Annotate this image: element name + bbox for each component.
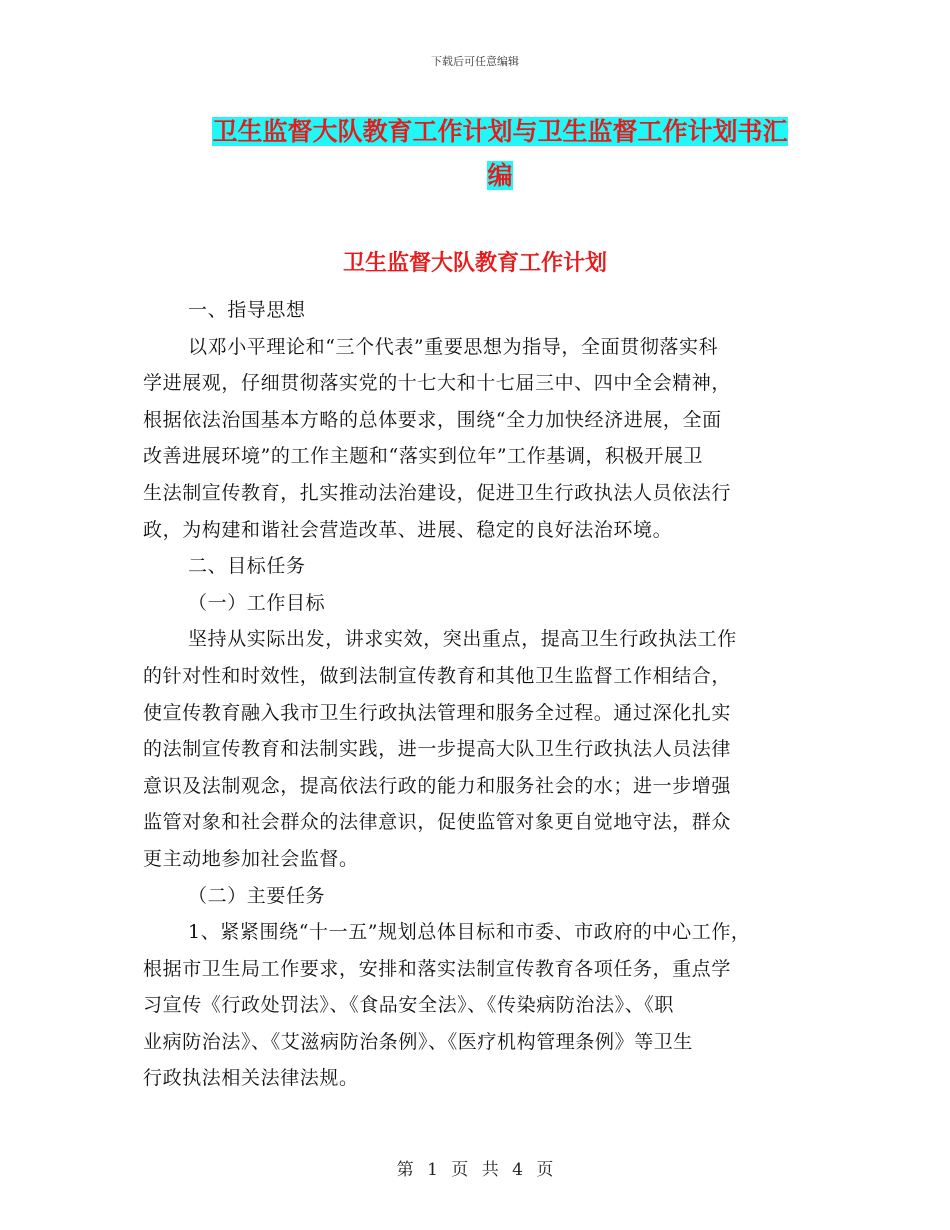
paragraph-line: 坚持从实际出发，讲求实效，突出重点，提高卫生行政执法工作 — [188, 628, 737, 651]
page-current: 1 — [427, 1160, 438, 1180]
paragraph-line: 根据市卫生局工作要求，安排和落实法制宣传教育各项任务，重点学 — [143, 957, 732, 980]
paragraph-line: 使宣传教育融入我市卫生行政执法管理和服务全过程。通过深化扎实 — [143, 701, 732, 724]
subheading-main-tasks: （二）主要任务 — [188, 884, 326, 907]
page-total-prefix: 共 — [481, 1160, 499, 1180]
document-body — [143, 292, 813, 1097]
page-header-note: 下载后可任意编辑 — [431, 55, 519, 68]
paragraph-line: 监管对象和社会群众的法律意识，促使监管对象更自觉地守法，群众 — [143, 811, 732, 834]
page-total: 4 — [512, 1160, 523, 1180]
heading-goals-tasks: 二、目标任务 — [188, 555, 306, 578]
paragraph-line: 改善进展环境”的工作主题和“落实到位年”工作基调，积极开展卫 — [143, 445, 704, 468]
main-title-line-2: 编 — [487, 161, 513, 190]
page-label-mid: 页 — [451, 1160, 469, 1180]
paragraph-line: 以邓小平理论和“三个代表”重要思想为指导，全面贯彻落实科 — [188, 335, 719, 358]
subheading-work-goals: （一）工作目标 — [188, 591, 326, 614]
page-footer — [0, 1155, 950, 1180]
paragraph-line: 的法制宣传教育和法制实践，进一步提高大队卫生行政执法人员法律 — [143, 738, 732, 761]
paragraph-line: 1、紧紧围绕“十一五”规划总体目标和市委、市政府的中心工作， — [188, 921, 751, 944]
paragraph-line: 政，为构建和谐社会营造改革、进展、稳定的良好法治环境。 — [143, 518, 673, 541]
page-label-prefix: 第 — [396, 1160, 414, 1180]
paragraph-line: 行政执法相关法律法规。 — [143, 1067, 359, 1090]
section-title: 卫生监督大队教育工作计划 — [342, 251, 607, 276]
paragraph-line: 业病防治法》、《艾滋病防治条例》、《医疗机构管理条例》等卫生 — [143, 1030, 694, 1053]
page-label-suffix: 页 — [536, 1160, 554, 1180]
paragraph-line: 的针对性和时效性，做到法制宣传教育和其他卫生监督工作相结合， — [143, 664, 732, 687]
paragraph-line: 根据依法治国基本方略的总体要求，围绕“全力加快经济进展，全面 — [143, 408, 722, 431]
paragraph-line: 更主动地参加社会监督。 — [143, 847, 359, 870]
paragraph-line: 学进展观，仔细贯彻落实党的十七大和十七届三中、四中全会精神， — [143, 372, 732, 395]
main-title-line-1: 卫生监督大队教育工作计划与卫生监督工作计划书汇 — [212, 117, 788, 146]
paragraph-line: 意识及法制观念，提高依法行政的能力和服务社会的水；进一步增强 — [143, 774, 732, 797]
paragraph-line: 习宣传《行政处罚法》、《食品安全法》、《传染病防治法》、《职 — [143, 994, 675, 1017]
paragraph-line: 生法制宣传教育，扎实推动法治建设，促进卫生行政执法人员依法行 — [143, 481, 732, 504]
document-main-title — [190, 110, 810, 198]
heading-guiding-ideology: 一、指导思想 — [188, 299, 306, 321]
